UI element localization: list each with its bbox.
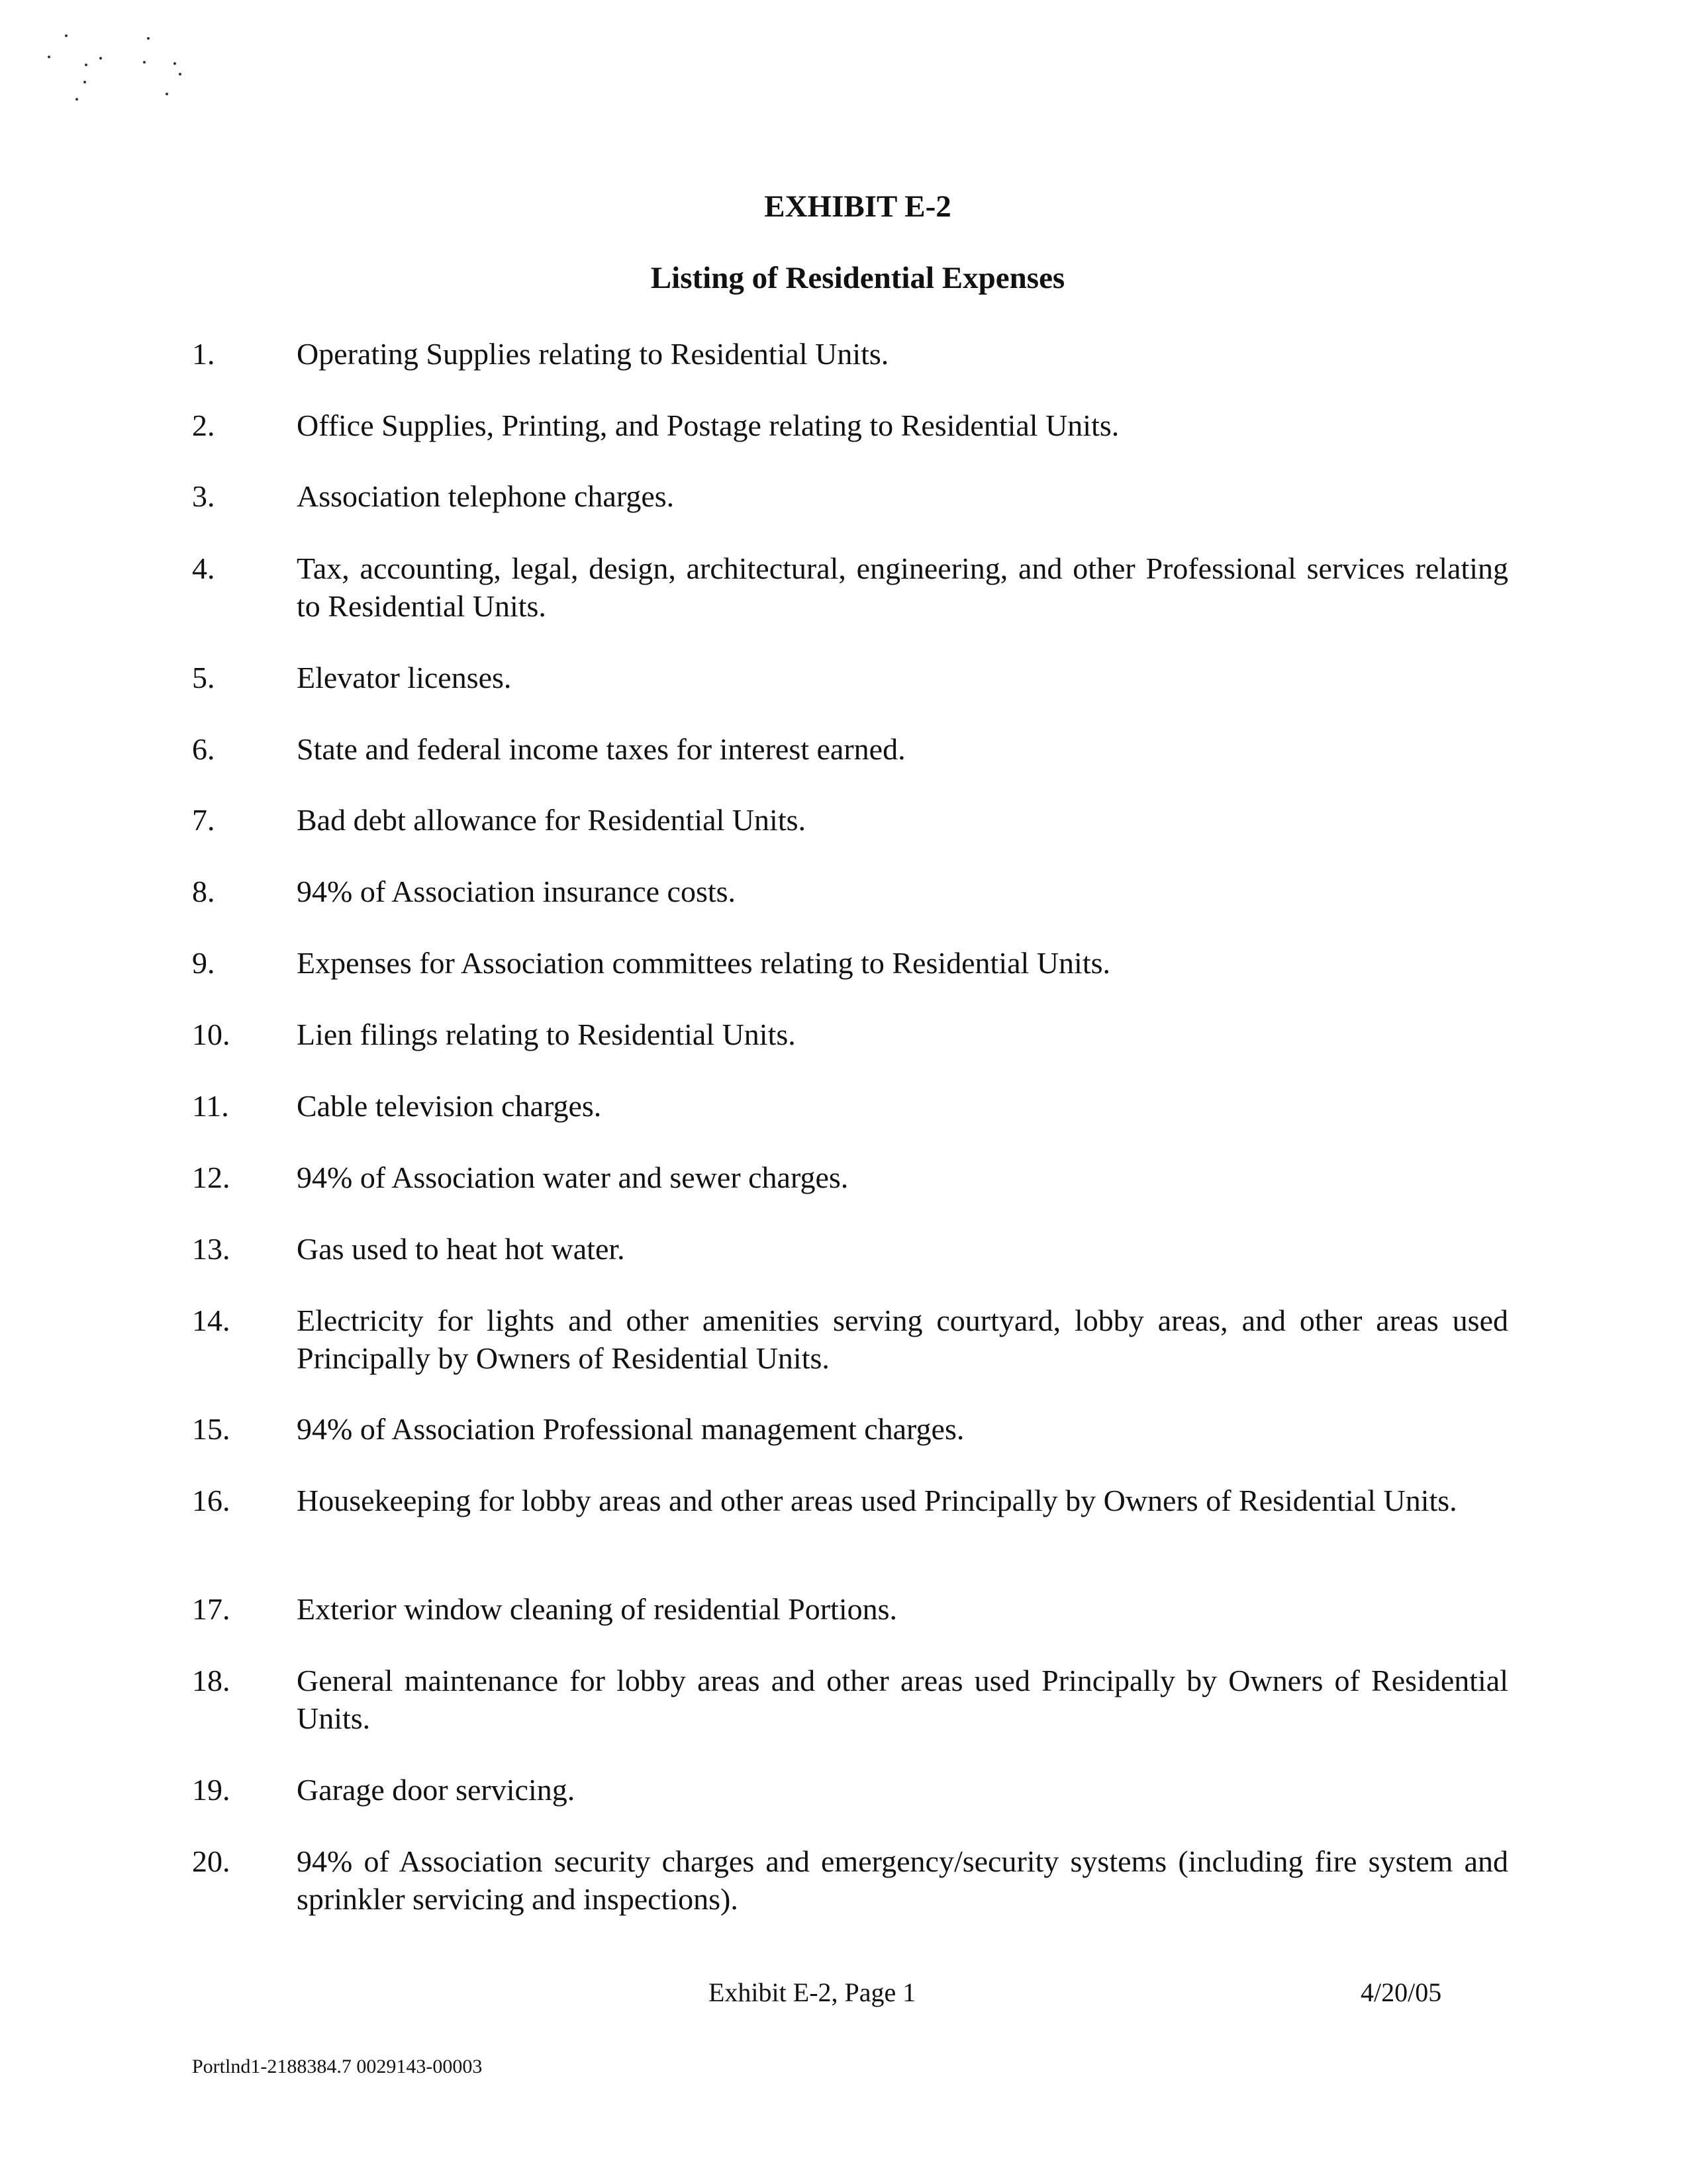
item-text: Association telephone charges.: [297, 479, 675, 513]
scan-speck: [65, 34, 68, 37]
item-number: 2.: [192, 408, 215, 442]
item-number: 18.: [192, 1664, 230, 1697]
item-number: 19.: [192, 1773, 230, 1807]
item-text: 94% of Association security charges and emergency/security systems (including fire system and sprinkler servicing and inspections).: [297, 1844, 1508, 1916]
item-number: 6.: [192, 732, 215, 766]
item-text: Tax, accounting, legal, design, architectural, engineering, and other Professional services relating to Residential Units.: [297, 551, 1508, 623]
item-number: 4.: [192, 551, 215, 585]
page-footer-date: 4/20/05: [1361, 1977, 1442, 2007]
item-text: Lien filings relating to Residential Units.: [297, 1018, 796, 1051]
item-text: 94% of Association insurance costs.: [297, 875, 736, 908]
item-number: 8.: [192, 875, 215, 908]
item-text: 94% of Association Professional management charges.: [297, 1412, 965, 1446]
item-text: Office Supplies, Printing, and Postage relating to Residential Units.: [297, 408, 1120, 442]
item-number: 5.: [192, 661, 215, 694]
item-number: 1.: [192, 337, 215, 371]
item-text: Gas used to heat hot water.: [297, 1232, 625, 1266]
item-number: 13.: [192, 1232, 230, 1266]
item-number: 10.: [192, 1018, 230, 1051]
item-text: State and federal income taxes for interest earned.: [297, 732, 906, 766]
item-text: General maintenance for lobby areas and other areas used Principally by Owners of Residential Units.: [297, 1664, 1508, 1735]
item-number: 16.: [192, 1484, 230, 1517]
item-text: 94% of Association water and sewer charges.: [297, 1161, 849, 1194]
item-text: Electricity for lights and other amenities serving courtyard, lobby areas, and other areas used Principally by Owners of Residential Units.: [297, 1304, 1508, 1375]
scan-speck: [147, 37, 150, 40]
item-number: 11.: [192, 1089, 229, 1123]
item-number: 17.: [192, 1592, 230, 1626]
scan-speck: [179, 73, 181, 75]
item-text: Cable television charges.: [297, 1089, 602, 1123]
scan-speck: [166, 93, 168, 95]
item-text: Operating Supplies relating to Residential Units.: [297, 337, 889, 371]
page-footer-label: Exhibit E-2, Page 1: [708, 1977, 916, 2007]
item-text: Expenses for Association committees relating to Residential Units.: [297, 946, 1110, 980]
item-text: Elevator licenses.: [297, 661, 512, 694]
exhibit-subtitle: Listing of Residential Expenses: [650, 261, 1065, 295]
scan-speck: [143, 61, 146, 64]
item-text: Exterior window cleaning of residential Portions.: [297, 1592, 898, 1626]
item-text: Housekeeping for lobby areas and other areas used Principally by Owners of Residential Units.: [297, 1484, 1457, 1517]
scan-speck: [99, 57, 102, 60]
item-number: 3.: [192, 479, 215, 513]
scan-speck: [85, 64, 87, 66]
scan-speck: [48, 56, 50, 58]
scan-speck: [83, 81, 86, 83]
item-text: Bad debt allowance for Residential Units.: [297, 803, 806, 837]
item-number: 15.: [192, 1412, 230, 1446]
exhibit-title: EXHIBIT E-2: [764, 189, 951, 224]
item-number: 14.: [192, 1304, 230, 1337]
item-text: Garage door servicing.: [297, 1773, 575, 1807]
item-number: 9.: [192, 946, 215, 980]
item-number: 7.: [192, 803, 215, 837]
item-number: 12.: [192, 1161, 230, 1194]
scan-speck: [75, 98, 78, 101]
document-id: Portlnd1-2188384.7 0029143-00003: [192, 2056, 483, 2077]
item-number: 20.: [192, 1844, 230, 1878]
scan-speck: [173, 62, 176, 65]
